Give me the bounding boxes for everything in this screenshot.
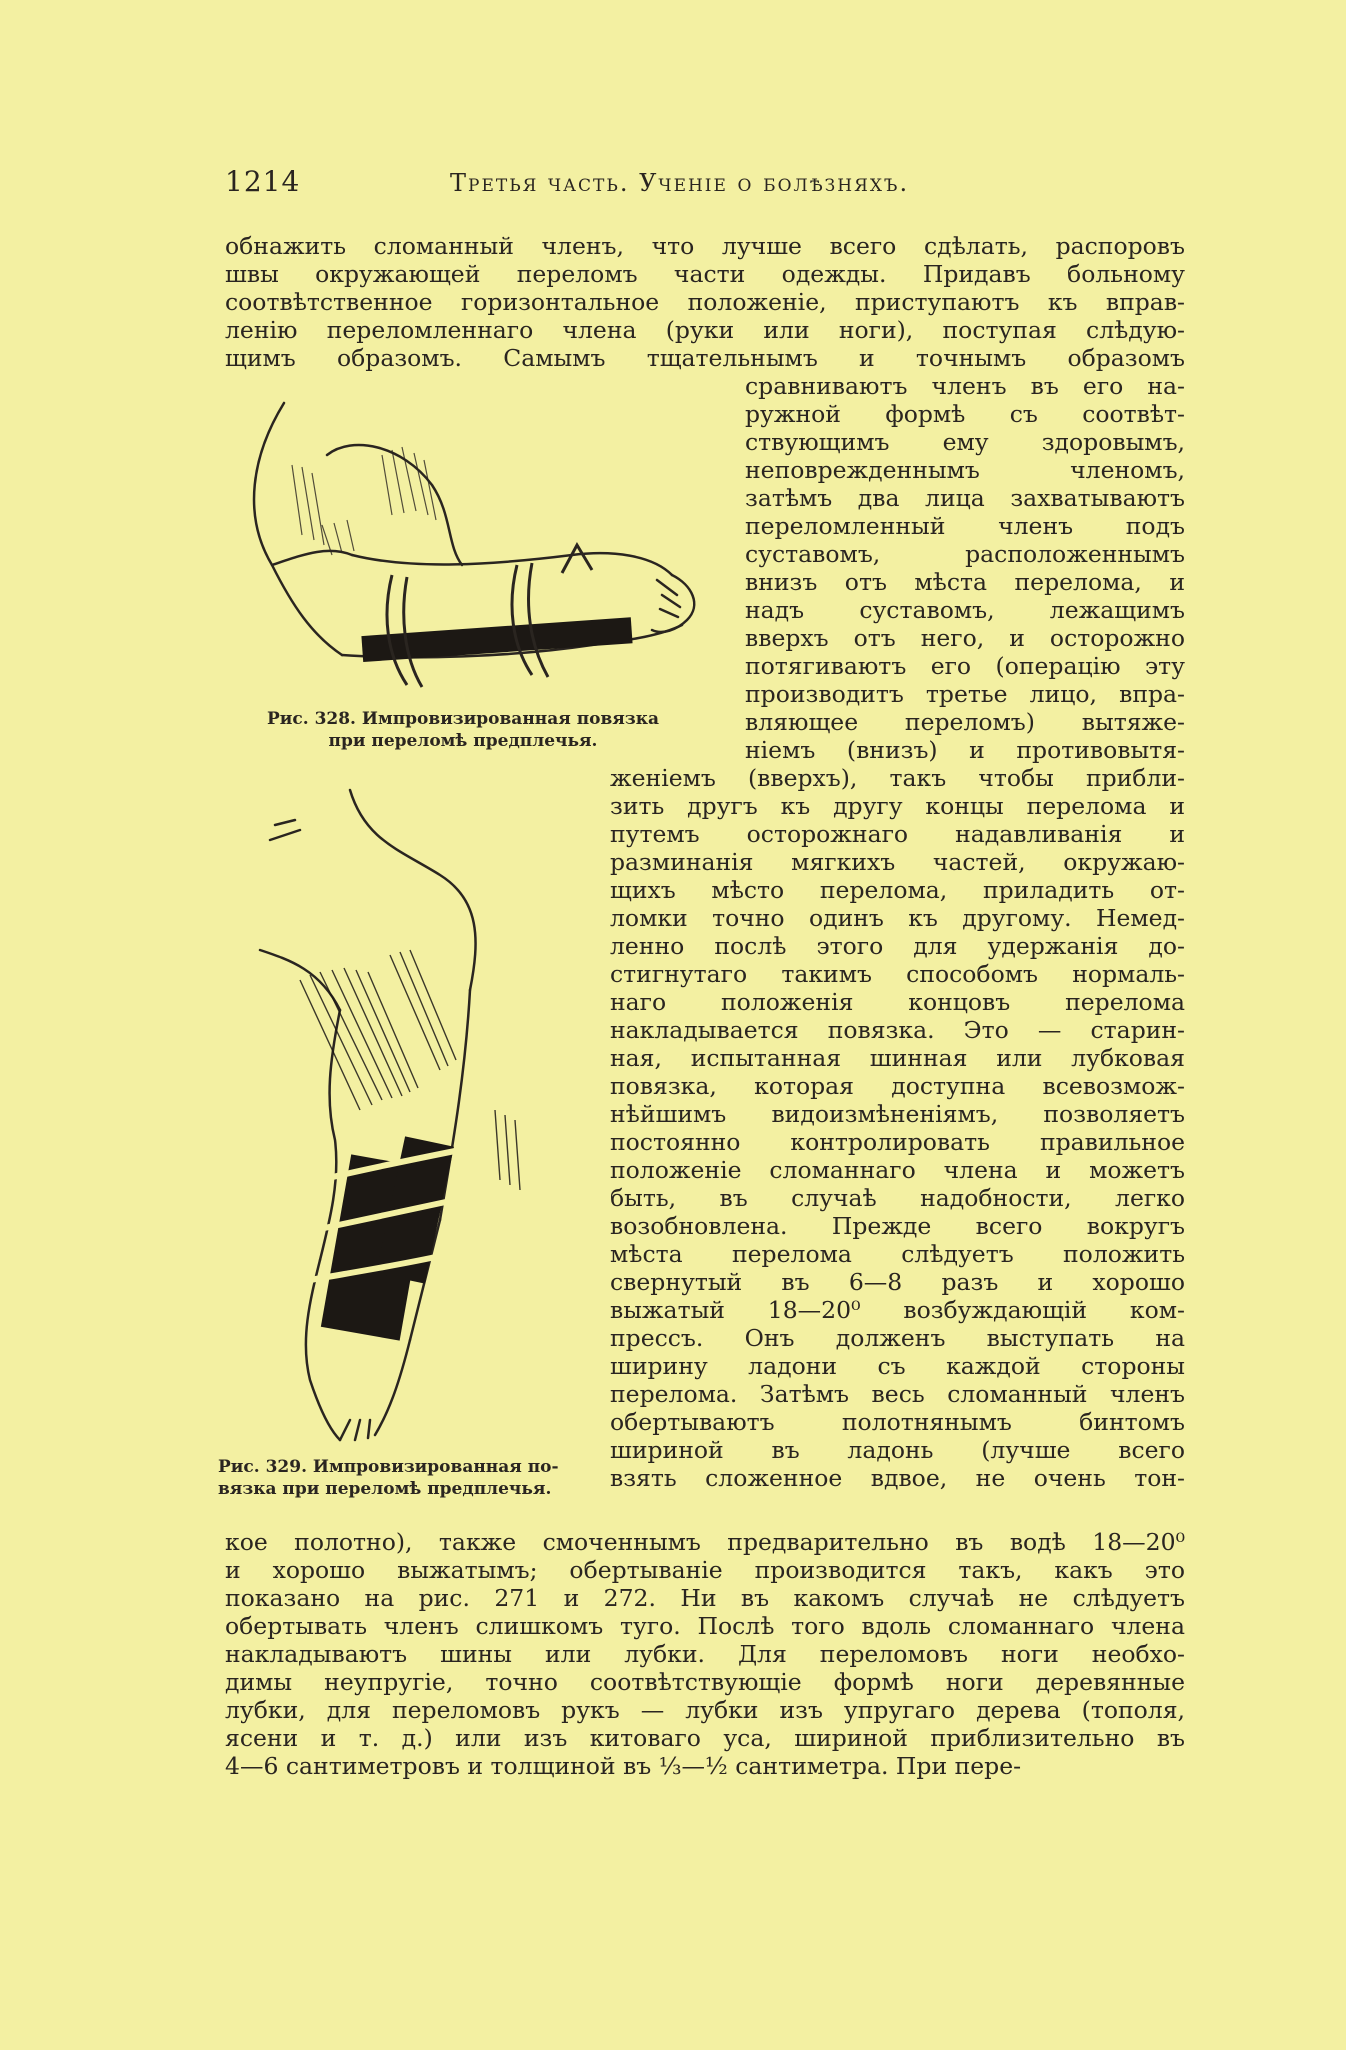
text-line: щимъ образомъ. Самымъ тщательнымъ и точнымъ образомъ [225, 344, 1185, 372]
text-line: разминанія мягкихъ частей, окружаю- [610, 848, 1185, 876]
text-line: производитъ третье лицо, впра- [745, 680, 1185, 708]
text-line: внизъ отъ мѣста перелома, и [745, 568, 1185, 596]
text-line: лубки, для переломовъ рукъ — лубки изъ упругаго дерева (тополя, [225, 1696, 1185, 1724]
text-line: положеніе сломаннаго члена и можетъ [610, 1156, 1185, 1184]
text-line: ружной формѣ съ соотвѣт- [745, 400, 1185, 428]
page-number: 1214 [225, 165, 301, 198]
text-line: вляющее переломъ) вытяже- [745, 708, 1185, 736]
text-line: обертываютъ полотнянымъ бинтомъ [610, 1408, 1185, 1436]
text-line: неповрежденнымъ членомъ, [745, 456, 1185, 484]
text-line: 4—6 сантиметровъ и толщиной въ ⅓—½ сантиметра. При пере- [225, 1752, 1022, 1780]
text-line: накладывается повязка. Это — старин- [610, 1016, 1185, 1044]
text-line: кое полотно), также смоченнымъ предварительно въ водѣ 18—20⁰ [225, 1528, 1185, 1556]
text-line: ствующимъ ему здоровымъ, [745, 428, 1185, 456]
text-line: ленно послѣ этого для удержанія до- [610, 932, 1185, 960]
text-line: быть, въ случаѣ надобности, легко [610, 1184, 1185, 1212]
text-line: ширину ладони съ каждой стороны [610, 1352, 1185, 1380]
text-line: мѣста перелома слѣдуетъ положить [610, 1240, 1185, 1268]
text-line: выжатый 18—20⁰ возбуждающій ком- [610, 1296, 1185, 1324]
text-line: нѣйшимъ видоизмѣненіямъ, позволяетъ [610, 1100, 1185, 1128]
text-line: ніемъ (внизъ) и противовытя- [745, 736, 1185, 764]
text-line: перелома. Затѣмъ весь сломанный членъ [610, 1380, 1185, 1408]
text-line: свернутый въ 6—8 разъ и хорошо [610, 1268, 1185, 1296]
figure-329-caption-line2: вязка при переломѣ предплечья. [218, 1479, 552, 1499]
text-line: вверхъ отъ него, и осторожно [745, 624, 1185, 652]
text-line: наго положенія концовъ перелома [610, 988, 1185, 1016]
figure-329-caption-line1: Рис. 329. Импровизированная по- [218, 1457, 559, 1477]
text-line: накладываютъ шины или лубки. Для переломовъ ноги необхо- [225, 1640, 1185, 1668]
text-line: ленію переломленнаго члена (руки или ноги), поступая слѣдую- [225, 316, 1185, 344]
text-line: взять сложенное вдвое, не очень тон- [610, 1464, 1185, 1492]
text-line: прессъ. Онъ долженъ выступать на [610, 1324, 1185, 1352]
text-line: сравниваютъ членъ въ его на- [745, 372, 1185, 400]
text-line: ная, испытанная шинная или лубковая [610, 1044, 1185, 1072]
text-line: ясени и т. д.) или изъ китоваго уса, шириной приблизительно въ [225, 1724, 1185, 1752]
text-line: надъ суставомъ, лежащимъ [745, 596, 1185, 624]
figure-329-caption [218, 1456, 588, 1500]
text-line: шириной въ ладонь (лучше всего [610, 1436, 1185, 1464]
text-line: показано на рис. 271 и 272. Ни въ какомъ случаѣ не слѣдуетъ [225, 1584, 1185, 1612]
text-line: суставомъ, расположеннымъ [745, 540, 1185, 568]
text-line: и хорошо выжатымъ; обертываніе производится такъ, какъ это [225, 1556, 1185, 1584]
text-line: швы окружающей переломъ части одежды. Придавъ больному [225, 260, 1185, 288]
text-line: димы неупругіе, точно соотвѣтствующіе формѣ ноги деревянные [225, 1668, 1185, 1696]
text-line: обертывать членъ слишкомъ туго. Послѣ того вдоль сломаннаго члена [225, 1612, 1185, 1640]
text-line: соотвѣтственное горизонтальное положеніе, приступаютъ къ вправ- [225, 288, 1185, 316]
text-line: обнажить сломанный членъ, что лучше всего сдѣлать, распоровъ [225, 232, 1185, 260]
running-title: Третья часть. Ученіе о болѣзняхъ. [450, 169, 910, 197]
text-line: зить другъ къ другу концы перелома и [610, 792, 1185, 820]
figure-328-caption [228, 708, 698, 752]
text-line: путемъ осторожнаго надавливанія и [610, 820, 1185, 848]
figure-328-illustration [232, 395, 702, 695]
figure-328-caption-line2: при переломѣ предплечья. [328, 731, 598, 751]
text-line: стигнутаго такимъ способомъ нормаль- [610, 960, 1185, 988]
figure-329-illustration [240, 780, 600, 1445]
page-header [225, 165, 1185, 205]
text-line: женіемъ (вверхъ), такъ чтобы прибли- [610, 764, 1185, 792]
text-line: возобновлена. Прежде всего вокругъ [610, 1212, 1185, 1240]
text-line: ломки точно одинъ къ другому. Немед- [610, 904, 1185, 932]
figure-328-caption-line1: Рис. 328. Импровизированная повязка [266, 709, 659, 729]
text-line: повязка, которая доступна всевозмож- [610, 1072, 1185, 1100]
text-line: переломленный членъ подъ [745, 512, 1185, 540]
text-line: постоянно контролировать правильное [610, 1128, 1185, 1156]
text-line: затѣмъ два лица захватываютъ [745, 484, 1185, 512]
text-line: щихъ мѣсто перелома, приладить от- [610, 876, 1185, 904]
text-line: потягиваютъ его (операцію эту [745, 652, 1185, 680]
